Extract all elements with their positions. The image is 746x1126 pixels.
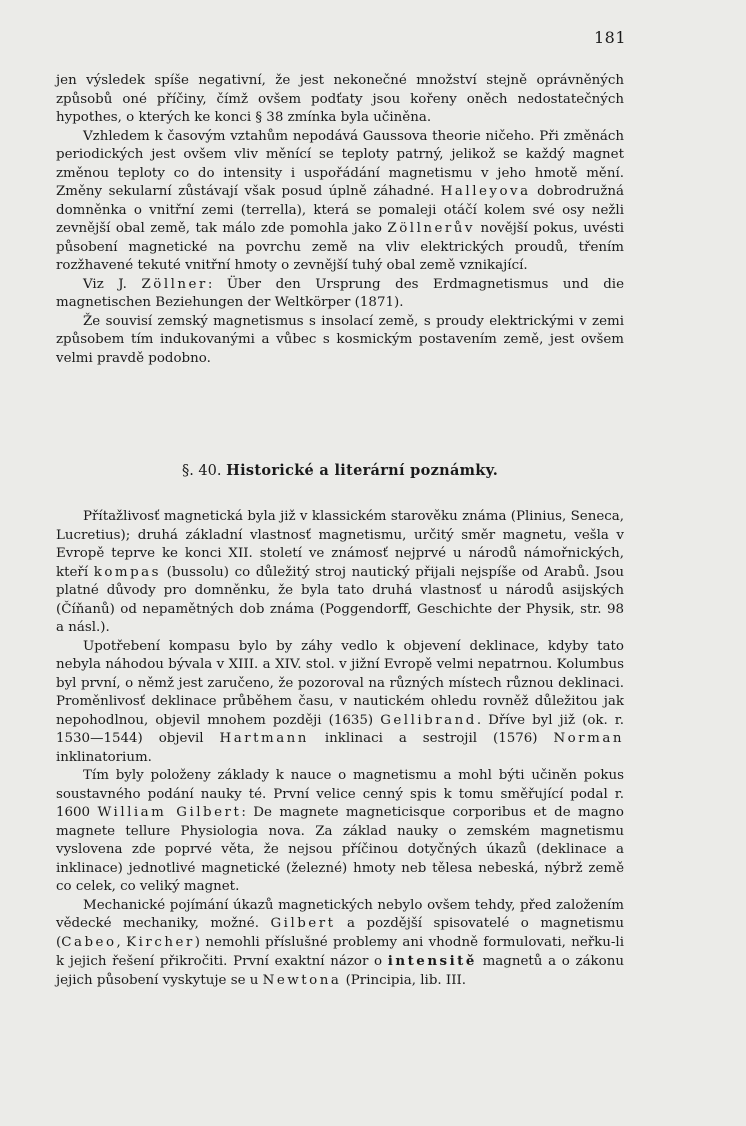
paragraph: [56, 767, 624, 897]
text-run: ,: [116, 934, 127, 950]
text-run: (Principia, lib. III.: [345, 972, 467, 988]
section-title: Historické a literární poznámky.: [226, 462, 499, 479]
spaced-name: Hartmann: [219, 731, 309, 746]
text-run: Upotřebení kompasu bylo by záhy vedlo k objevení deklinace, kdyby tato nebyla náhodou bývala v XIII. a XIV. stol. v jižní Evropě velmi nepatrnou. Kolumbus byl první, o němž jest zaručeno, že pozoroval na různých místech různou deklinaci. Proměnlivosť deklinace průběhem času, v nautickém ohledu rovněž důležitou jak nepohodlnou, objevil mnohem později (1635): [56, 638, 624, 728]
text-run: : Über den Ursprung des Erdmagnetismus und die magnetischen Beziehungen der Weltkörper (1871).: [56, 276, 624, 310]
spaced-word: kompas: [93, 564, 162, 580]
spaced-name: Zöllnerův: [387, 221, 475, 236]
paragraph: [56, 638, 624, 768]
spaced-name: Norman: [553, 731, 624, 746]
spaced-name: Gilbert: [270, 916, 336, 931]
paragraph: [56, 276, 624, 313]
paragraph: [56, 128, 624, 276]
text-run: Přítažlivosť magnetická byla již v klassickém starověku známa (Plinius, Seneca, Lucretius); druhá základní vlastnosť magnetismu, určitý směr magnetu, vešla v Evropě teprve ke konci XII. století ve známosť nejprvé u národů námořnických, kteří: [56, 509, 624, 580]
spaced-name: William Gilbert: [97, 805, 242, 820]
spaced-name: Cabeo: [61, 934, 117, 950]
text-block-top: [56, 72, 624, 368]
text-run: : De magnete magneticisque corporibus et de magno magnete tellure Physiologia nova. Za základ nauky o zemském magnetismu vyslovena zde poprvé věta, že nejsou příčinou dotyčných úkazů (deklinace a inklinace) jednotlivé magnetické (železné) hmoty neb tělesa nebeská, nýbrž země co celek, co veliký magnet.: [56, 805, 624, 894]
text-run: dobrodružná domněnka o vnitřní zemi (terrella), která se pomaleji otáčí kolem své osy nežli zevnější obal země, tak málo zde pomohla jako: [56, 184, 624, 236]
text-run: Tím byly položeny základy k nauce o magnetismu a mohl býti učiněn pokus soustavného podání nauky té. První velice cenný spis k tomu směřující podal r. 1600: [56, 768, 624, 820]
page-number: 181: [593, 28, 626, 47]
text-run: ) nemohli příslušné problemy ani vhodně formulovati, neřku-li k jejich řešení přikročiti. První exaktní názor o: [56, 934, 624, 969]
text-run: . Dříve byl již (ok. r. 1530—1544) objevil: [56, 712, 624, 746]
spaced-name: Zöllner: [141, 276, 208, 292]
spaced-word: intensitě: [387, 953, 477, 969]
text-run: magnetů a o zákonu jejich působení vyskytuje se u: [56, 954, 624, 988]
paragraph: Že souvisí zemský magnetismus s insolací země, s proudy elektrickými v zemi způsobem tím indukovanými a vůbec s kosmickým postavením země, jest ovšem velmi pravdě podobno.: [56, 313, 624, 366]
section-heading: [56, 462, 624, 479]
section-number: §. 40.: [181, 463, 222, 479]
text-run: Viz J.: [83, 276, 127, 292]
spaced-name: Newtona: [262, 972, 342, 988]
text-run: novější pokus, uvésti působení magnetické na povrchu země na vliv elektrických proudů, třením rozžhavené tekuté vnitřní hmoty o zevnější tuhý obal země vznikající.: [56, 221, 624, 273]
text-run: (bussolu) co důležitý stroj nautický přijali nejspíše od Arabů. Jsou platné důvody pro domněnku, že byla tato druhá vlastnosť u národů asijských (Číňanů) od nepamětných dob známa (Poggendorff, Geschichte der Physik, str. 98 a násl.).: [56, 564, 624, 635]
text-run: inklinaci a sestrojil (1576): [324, 731, 538, 746]
text-run: Vzhledem k časovým vztahům nepodává Gaussova theorie ničeho. Při změnách periodických jest ovšem vliv měnící se teploty patrný, jelikož se každý magnet změnou teploty co do intensity i uspořádání magnetismu v jeho hmotě mění. Změny sekularní zůstávají však posud úplně záhadné.: [56, 128, 624, 199]
spaced-name: Halleyova: [440, 184, 531, 199]
text-run: inklinatorium.: [56, 749, 152, 765]
spaced-name: Kircher: [126, 934, 195, 950]
paragraph: jen výsledek spíše negativní, že jest nekonečné množství stejně oprávněných způsobů oné příčiny, čímž ovšem podťaty jsou kořeny oněch nedostatečných hypothes, o kterých ke konci § 38 zmínka byla učiněna.: [56, 73, 624, 125]
spaced-name: Gellibrand: [380, 712, 477, 728]
paragraph: [56, 508, 624, 638]
text-run: a pozdější spisovatelé o magnetismu (: [56, 916, 624, 950]
text-block-bottom: [56, 508, 624, 990]
text-run: Mechanické pojímání úkazů magnetických nebylo ovšem tehdy, před založením vědecké mechaniky, možné.: [56, 897, 624, 931]
paragraph: [56, 897, 624, 991]
